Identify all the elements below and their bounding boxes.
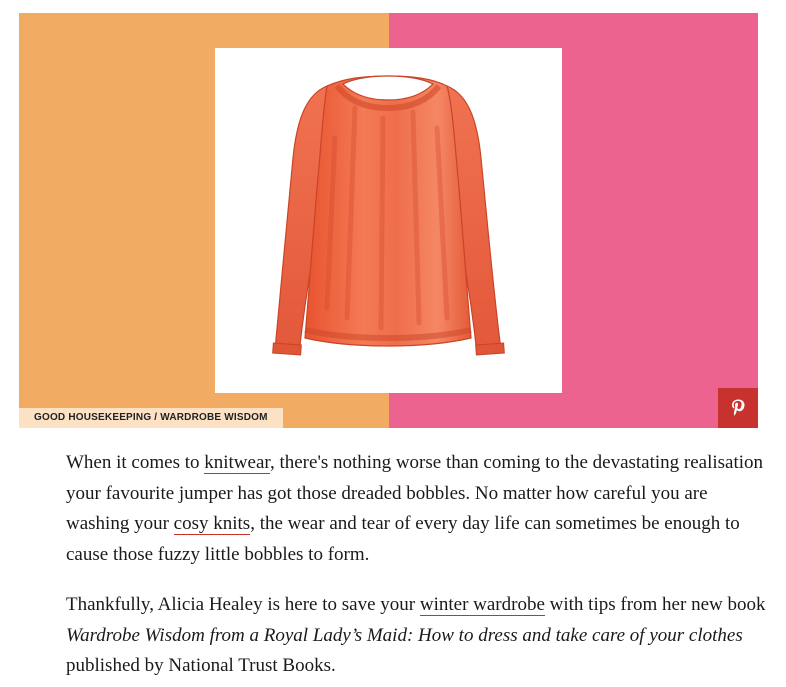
image-credit: GOOD HOUSEKEEPING / WARDROBE WISDOM xyxy=(19,408,283,428)
p1-text-2: , there's nothing worse than coming to the devastating realisation your favourite jumper has got those dreaded bobbles. No matter how careful you are washing your xyxy=(66,452,764,534)
pinterest-share-button[interactable] xyxy=(718,388,758,428)
pinterest-icon xyxy=(731,399,745,417)
jumper-illustration-card xyxy=(215,48,562,393)
jumper-illustration xyxy=(215,48,562,393)
link-cosy-knits[interactable]: cosy knits xyxy=(173,513,251,534)
p2-text-2: with tips from her new book xyxy=(544,594,766,615)
hero-image xyxy=(19,13,758,428)
p2-text-1: Thankfully, Alicia Healey is here to save your xyxy=(66,594,420,615)
link-knitwear[interactable]: knitwear xyxy=(204,452,270,473)
book-title: Wardrobe Wisdom from a Royal Lady’s Maid: How to dress and take care of your clothes xyxy=(66,624,743,646)
p2-text-3: published by National Trust Books. xyxy=(66,655,336,676)
link-winter-wardrobe[interactable]: winter wardrobe xyxy=(419,594,545,615)
p1-text-3: , the wear and tear of every day life can sometimes be enough to cause those fuzzy little bobbles to form. xyxy=(66,513,740,565)
p1-text-1: When it comes to xyxy=(66,452,205,473)
article-body xyxy=(66,448,766,687)
paragraph-2 xyxy=(66,590,766,682)
paragraph-1 xyxy=(66,448,766,570)
